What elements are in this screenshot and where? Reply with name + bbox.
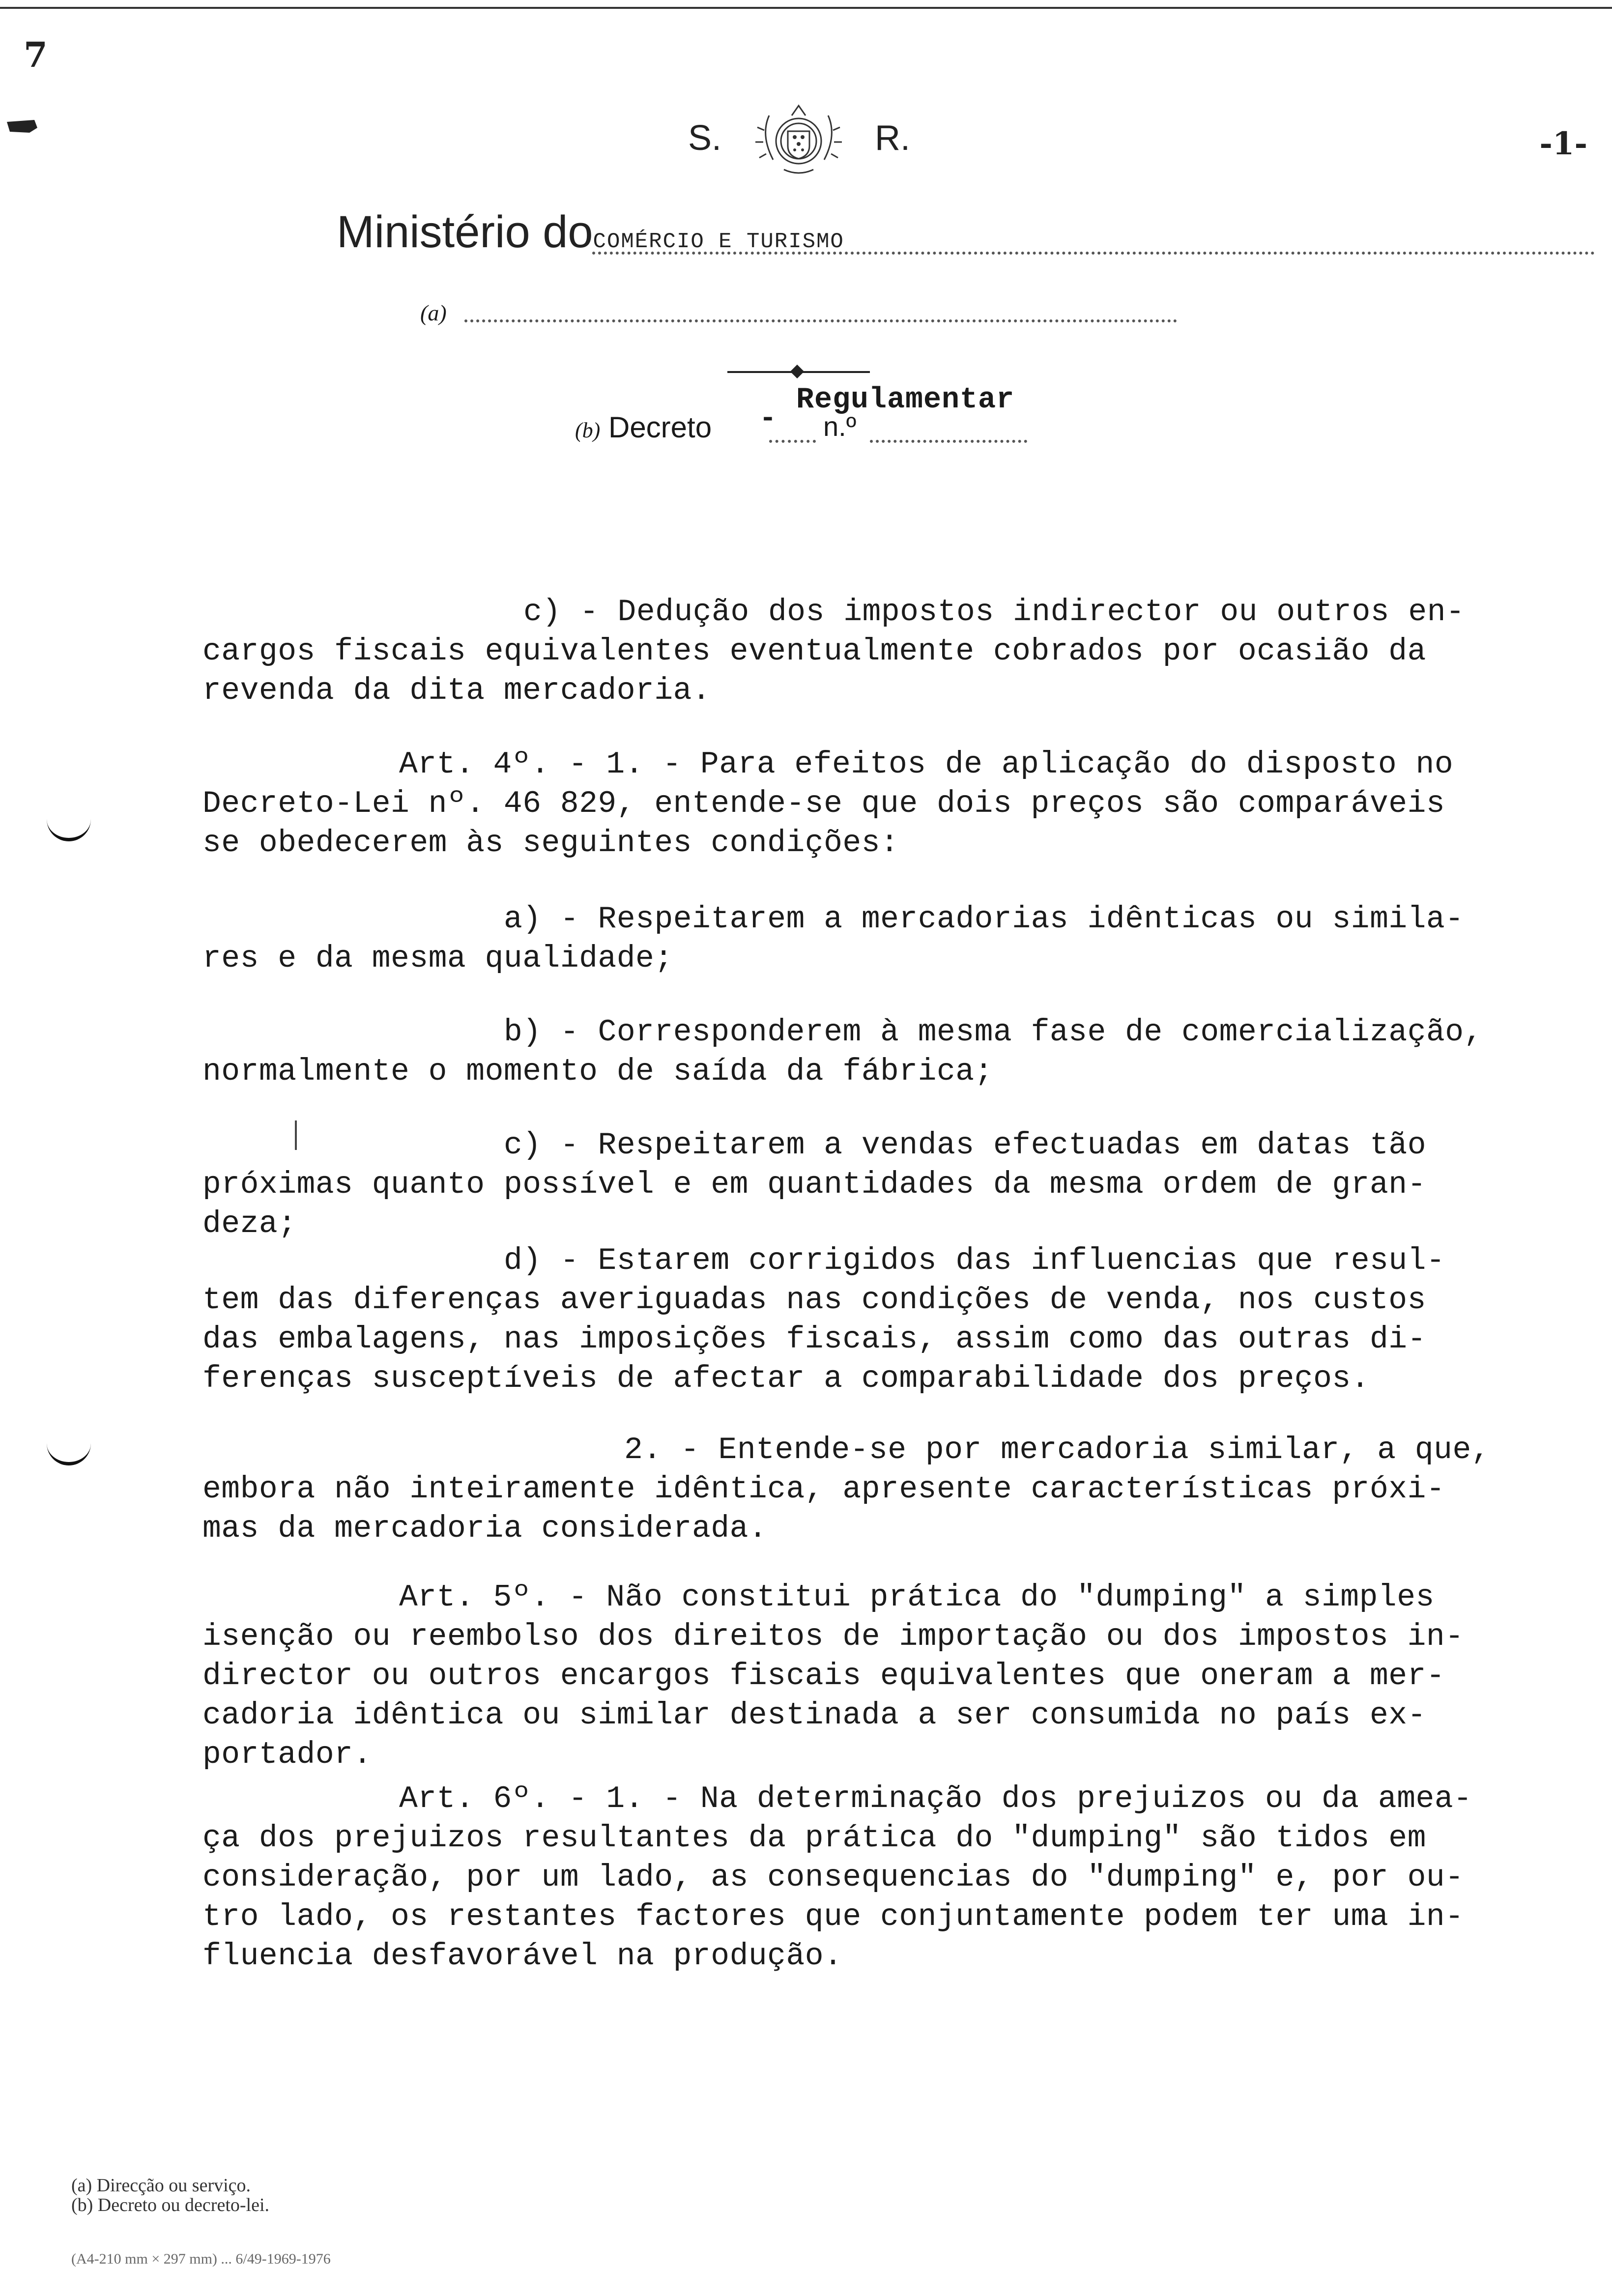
decreto-marker: (b): [575, 418, 601, 442]
body-line: consideração, por um lado, as consequencias do "dumping" e, por ou-: [202, 1860, 1464, 1895]
body-line: cargos fiscais equivalentes eventualmente cobrados por ocasião da: [202, 634, 1426, 669]
divider-diamond-icon: [790, 365, 804, 378]
footnote-a: (a) Direcção ou serviço.: [71, 2175, 251, 2196]
body-line: c) - Respeitarem a vendas efectuadas em datas tão: [504, 1128, 1427, 1163]
body-line: Art. 4º. - 1. - Para efeitos de aplicação do disposto no: [399, 747, 1454, 782]
body-line: director ou outros encargos fiscais equivalentes que oneram a mer-: [202, 1659, 1445, 1693]
body-line: revenda da dita mercadoria.: [202, 673, 711, 708]
direccao-label: (a): [420, 300, 447, 325]
page-number: -1-: [1539, 125, 1587, 162]
body-line: tem das diferenças averiguadas nas condições de venda, nos custos: [202, 1283, 1426, 1318]
body-line: b) - Corresponderem à mesma fase de comercialização,: [504, 1015, 1483, 1050]
margin-mark: [47, 818, 91, 841]
corner-mark: 7: [24, 34, 48, 75]
numero-label: n.º: [823, 411, 857, 442]
body-line: mas da mercadoria considerada.: [202, 1511, 768, 1546]
decreto-typed-dash: -: [759, 403, 777, 435]
stray-pen-mark: [295, 1120, 297, 1150]
body-line: a) - Respeitarem a mercadorias idênticas ou simila-: [504, 902, 1464, 937]
body-line: isenção ou reembolso dos direitos de importação ou dos impostos in-: [202, 1619, 1464, 1654]
ministry-line: [337, 206, 844, 258]
body-line: d) - Estarem corrigidos das influencias que resul-: [504, 1243, 1445, 1278]
state-initial-s: S.: [688, 118, 722, 158]
staple-mark-icon: [5, 118, 39, 136]
body-line: Art. 6º. - 1. - Na determinação dos prejuizos ou da amea-: [399, 1781, 1472, 1816]
decreto-line: [575, 410, 712, 444]
body-line: Art. 5º. - Não constitui prática do "dumping" a simples: [399, 1580, 1435, 1615]
body-line: se obedecerem às seguintes condições:: [202, 826, 899, 861]
body-line: embora não inteiramente idêntica, apresente características próxi-: [202, 1472, 1445, 1507]
body-line: normalmente o momento de saída da fábrica;: [202, 1054, 993, 1089]
ministry-name: COMÉRCIO E TURISMO: [593, 230, 844, 254]
ministry-label: Ministério do: [337, 207, 593, 257]
body-line: ça dos prejuizos resultantes da prática do "dumping" são tidos em: [202, 1821, 1426, 1856]
body-line: Decreto-Lei nº. 46 829, entende-se que dois preços são comparáveis: [202, 786, 1445, 821]
state-initial-r: R.: [875, 118, 910, 158]
body-line: próximas quanto possível e em quantidades da mesma ordem de gran-: [202, 1167, 1426, 1202]
decreto-label: Decreto: [608, 411, 712, 444]
body-line: portador.: [202, 1737, 372, 1772]
body-line: tro lado, os restantes factores que conjuntamente podem ter uma in-: [202, 1899, 1464, 1934]
body-line: ferenças susceptíveis de afectar a comparabilidade dos preços.: [202, 1361, 1370, 1396]
ministry-dotted-line: [592, 252, 1595, 255]
body-line: res e da mesma qualidade;: [202, 941, 673, 976]
footnote-b: (b) Decreto ou decreto-lei.: [71, 2195, 270, 2215]
body-line: fluencia desfavorável na produção.: [202, 1939, 843, 1974]
body-line: c) - Dedução dos impostos indirector ou outros en-: [523, 595, 1465, 630]
numero-dotted-line: [870, 440, 1027, 443]
margin-mark: [47, 1442, 91, 1465]
body-line: 2. - Entende-se por mercadoria similar, a que,: [624, 1433, 1491, 1467]
body-line: deza;: [202, 1206, 297, 1241]
body-line: das embalagens, nas imposições fiscais, assim como das outras di-: [202, 1322, 1426, 1357]
decreto-dotted-line: [769, 440, 816, 443]
print-code: (A4-210 mm × 297 mm) ... 6/49-1969-1976: [71, 2251, 331, 2267]
decreto-type: Regulamentar: [796, 383, 1015, 417]
direccao-dotted-line: [464, 319, 1177, 322]
coat-of-arms-icon: [749, 101, 848, 179]
body-line: cadoria idêntica ou similar destinada a ser consumida no país ex-: [202, 1698, 1426, 1733]
scan-edge-line: [0, 7, 1612, 9]
